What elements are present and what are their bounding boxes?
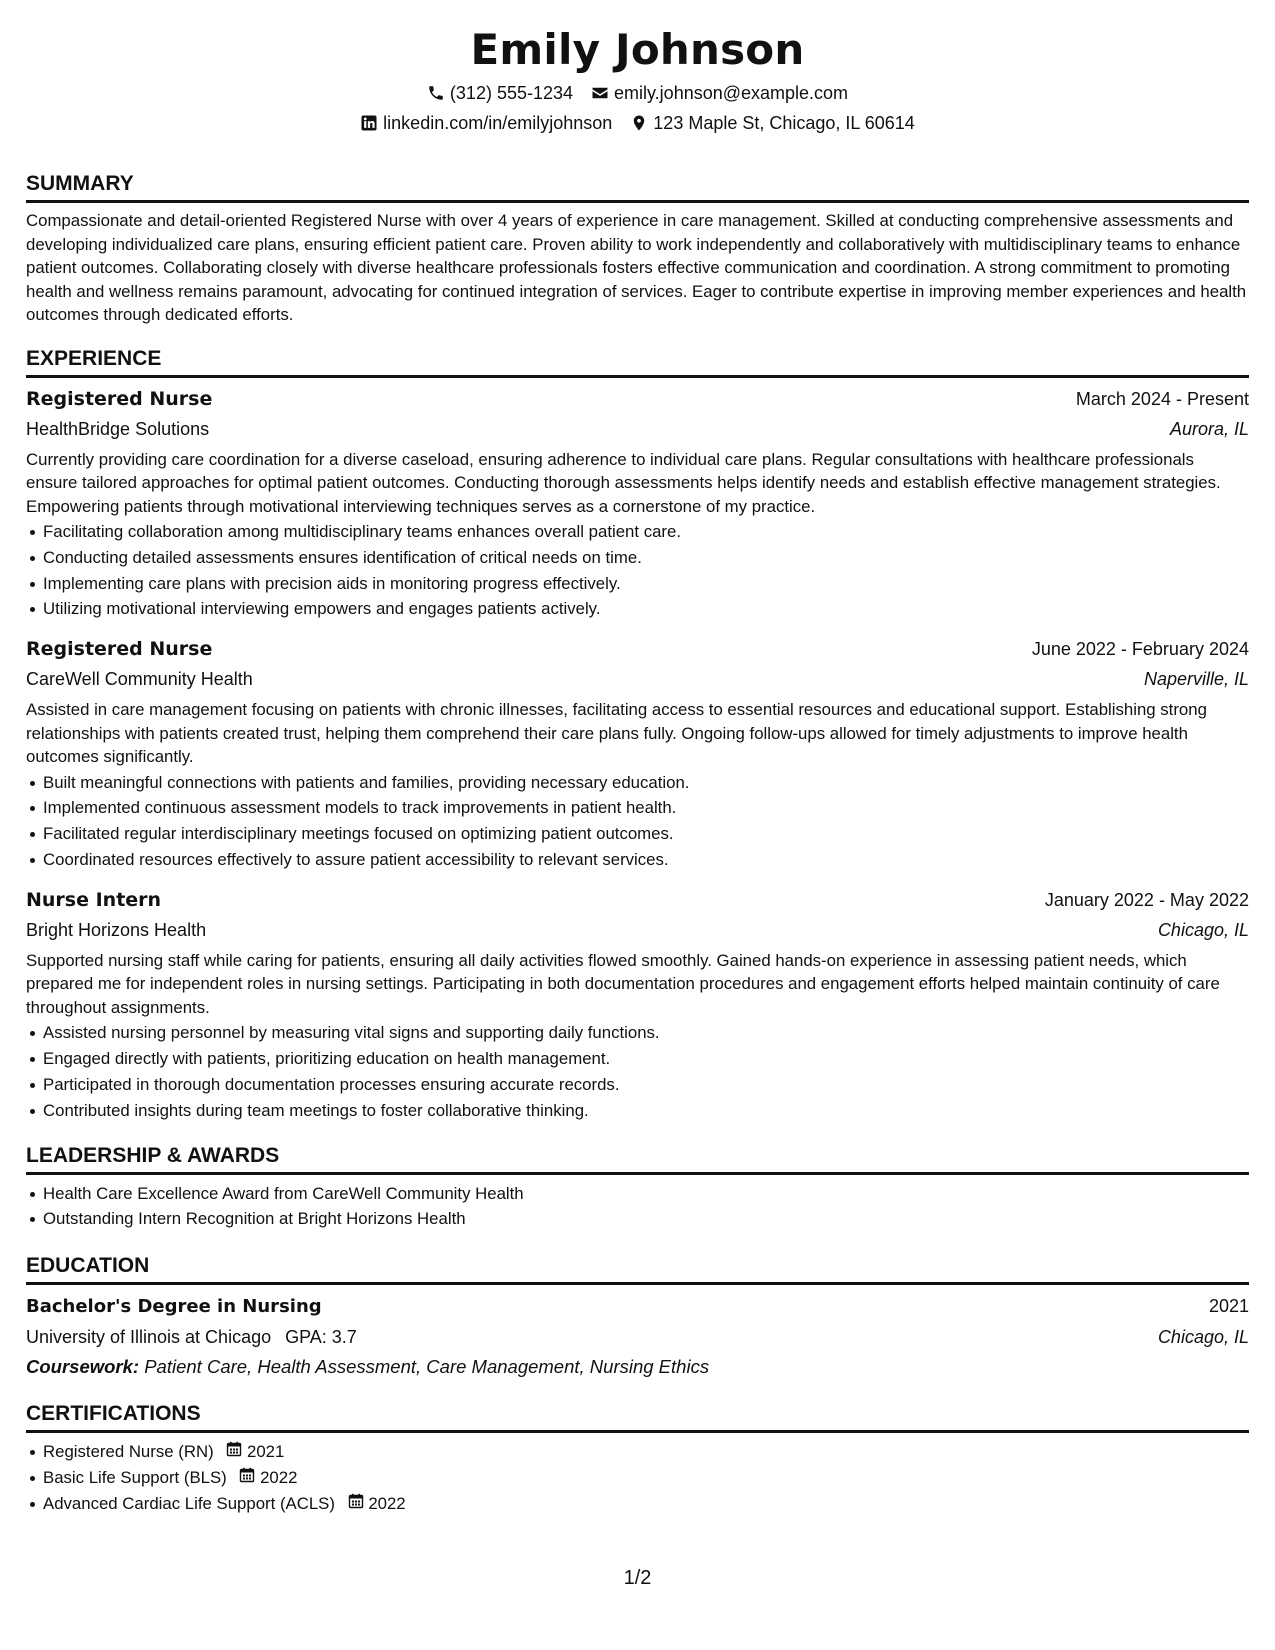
experience-entry <box>26 885 1249 1124</box>
job-bullets <box>26 1020 1249 1123</box>
list-item <box>26 1491 1249 1517</box>
address-text: 123 Maple St, Chicago, IL 60614 <box>653 113 915 133</box>
list-item: Facilitated regular interdisciplinary meetings focused on optimizing patient outcomes. <box>26 821 1249 847</box>
email-contact[interactable] <box>591 78 848 108</box>
section-title-certifications: CERTIFICATIONS <box>26 1402 201 1426</box>
summary-section <box>26 156 1249 327</box>
resume-header <box>26 22 1249 138</box>
job-dates: January 2022 - May 2022 <box>1044 889 1249 910</box>
calendar-icon <box>348 1493 364 1509</box>
list-item: Coordinated resources effectively to assure patient accessibility to relevant services. <box>26 847 1249 873</box>
certifications-list <box>26 1439 1249 1516</box>
school-name: University of Illinois at Chicago <box>26 1327 272 1348</box>
degree-title: Bachelor's Degree in Nursing <box>26 1296 322 1318</box>
candidate-name: Emily Johnson <box>470 25 805 74</box>
page-number: 1/2 <box>623 1567 652 1589</box>
list-item: Utilizing motivational interviewing empowers and engages patients actively. <box>26 596 1249 622</box>
job-bullets <box>26 519 1249 622</box>
coursework-text: Patient Care, Health Assessment, Care Management, Nursing Ethics <box>144 1356 710 1378</box>
job-title: Registered Nurse <box>26 638 213 661</box>
list-item: Outstanding Intern Recognition at Bright Horizons Health <box>26 1206 1249 1232</box>
list-item: Conducting detailed assessments ensures identification of critical needs on time. <box>26 545 1249 571</box>
job-description: Currently providing care coordination for a diverse caseload, ensuring adherence to individual care plans. Regular consultations with healthcare professionals ensure tailored approaches for optimal patient outcomes. Conducting thorough assessments helps identify needs and establish effective management strategies. Empowering patients through motivational interviewing techniques serves as a cornerstone of my practice. <box>26 449 1221 516</box>
job-dates: June 2022 - February 2024 <box>1031 639 1249 660</box>
section-divider <box>26 375 1249 378</box>
list-item: Health Care Excellence Award from CareWell Community Health <box>26 1181 1249 1207</box>
list-item: Assisted nursing personnel by measuring vital signs and supporting daily functions. <box>26 1020 1249 1046</box>
school-line <box>26 1322 357 1352</box>
section-title-experience: EXPERIENCE <box>26 346 162 370</box>
job-company: Bright Horizons Health <box>26 919 207 940</box>
job-location: Chicago, IL <box>1157 919 1249 940</box>
linkedin-contact[interactable] <box>360 108 612 138</box>
phone-icon <box>427 84 445 102</box>
list-item <box>26 1439 1249 1465</box>
section-divider <box>26 200 1249 203</box>
experience-entry <box>26 384 1249 623</box>
experience-entry <box>26 634 1249 873</box>
certifications-section <box>26 1386 1249 1516</box>
map-pin-icon <box>630 114 648 132</box>
contact-row-2 <box>26 108 1249 138</box>
awards-section <box>26 1128 1249 1233</box>
section-divider <box>26 1172 1249 1175</box>
cert-year: 2022 <box>260 1467 298 1487</box>
phone-contact <box>427 78 573 108</box>
awards-list <box>26 1181 1249 1233</box>
education-section <box>26 1238 1249 1382</box>
list-item: Implementing care plans with precision aids in monitoring progress effectively. <box>26 571 1249 597</box>
linkedin-link[interactable]: linkedin.com/in/emilyjohnson <box>383 113 613 133</box>
section-title-education: EDUCATION <box>26 1254 150 1278</box>
calendar-icon <box>239 1467 255 1483</box>
section-title-awards: LEADERSHIP & AWARDS <box>26 1143 280 1167</box>
email-link[interactable]: emily.johnson@example.com <box>614 83 849 103</box>
section-title-summary: SUMMARY <box>26 172 134 195</box>
job-title: Nurse Intern <box>26 888 162 911</box>
cert-year: 2022 <box>368 1493 406 1513</box>
job-title: Registered Nurse <box>26 387 213 410</box>
cert-name: Basic Life Support (BLS) <box>43 1467 227 1487</box>
cert-year: 2021 <box>247 1442 285 1462</box>
contact-row-1 <box>26 78 1249 108</box>
coursework-line <box>26 1352 1249 1382</box>
phone-text: (312) 555-1234 <box>449 83 574 103</box>
summary-text: Compassionate and detail-oriented Registered Nurse with over 4 years of experience in care management. Skilled at conducting comprehensive assessments and developing individualized care plans, ensuring efficient patient care. Proven ability to work independently and collaboratively with multidisciplinary teams to enhance patient outcomes. Collaborating closely with diverse healthcare professionals fosters effective communication and coordination. A strong commitment to promoting health and wellness remains paramount, advocating for continued integration of services. Eager to contribute expertise in improving member experiences and health outcomes through dedicated efforts. <box>26 211 1247 324</box>
list-item: Contributed insights during team meetings to foster collaborative thinking. <box>26 1098 1249 1124</box>
job-description: Supported nursing staff while caring for patients, ensuring all daily activities flowed smoothly. Gained hands-on experience in assessing patient needs, which prepared me for independent roles in nursing settings. Participating in both documentation procedures and engagement efforts helped maintain continuity of care throughout assignments. <box>26 950 1220 1017</box>
calendar-icon <box>226 1441 242 1457</box>
section-divider <box>26 1430 1249 1433</box>
envelope-icon <box>591 84 609 102</box>
cert-name: Advanced Cardiac Life Support (ACLS) <box>43 1493 335 1513</box>
list-item: Implemented continuous assessment models to track improvements in patient health. <box>26 795 1249 821</box>
list-item: Facilitating collaboration among multidisciplinary teams enhances overall patient care. <box>26 519 1249 545</box>
coursework-label: Coursework: <box>26 1356 140 1378</box>
linkedin-icon <box>360 114 378 132</box>
list-item: Engaged directly with patients, prioritizing education on health management. <box>26 1046 1249 1072</box>
job-dates: March 2024 - Present <box>1075 388 1249 409</box>
school-location: Chicago, IL <box>1157 1327 1249 1348</box>
job-company: CareWell Community Health <box>26 669 253 690</box>
job-bullets <box>26 770 1249 873</box>
address-contact <box>630 108 915 138</box>
graduation-year: 2021 <box>1208 1296 1249 1317</box>
list-item: Built meaningful connections with patients and families, providing necessary education. <box>26 770 1249 796</box>
job-description: Assisted in care management focusing on patients with chronic illnesses, facilitating access to essential resources and educational support. Establishing strong relationships with patients created trust, helping them comprehend their care plans fully. Ongoing follow-ups allowed for timely adjustments to improve health outcomes significantly. <box>26 700 1207 767</box>
gpa: GPA: 3.7 <box>285 1327 357 1348</box>
cert-name: Registered Nurse (RN) <box>43 1442 214 1462</box>
job-company: HealthBridge Solutions <box>26 418 210 439</box>
list-item: Participated in thorough documentation processes ensuring accurate records. <box>26 1072 1249 1098</box>
job-location: Aurora, IL <box>1169 418 1249 439</box>
list-item <box>26 1465 1249 1491</box>
job-location: Naperville, IL <box>1143 669 1249 690</box>
section-divider <box>26 1282 1249 1285</box>
experience-section <box>26 331 1249 1124</box>
